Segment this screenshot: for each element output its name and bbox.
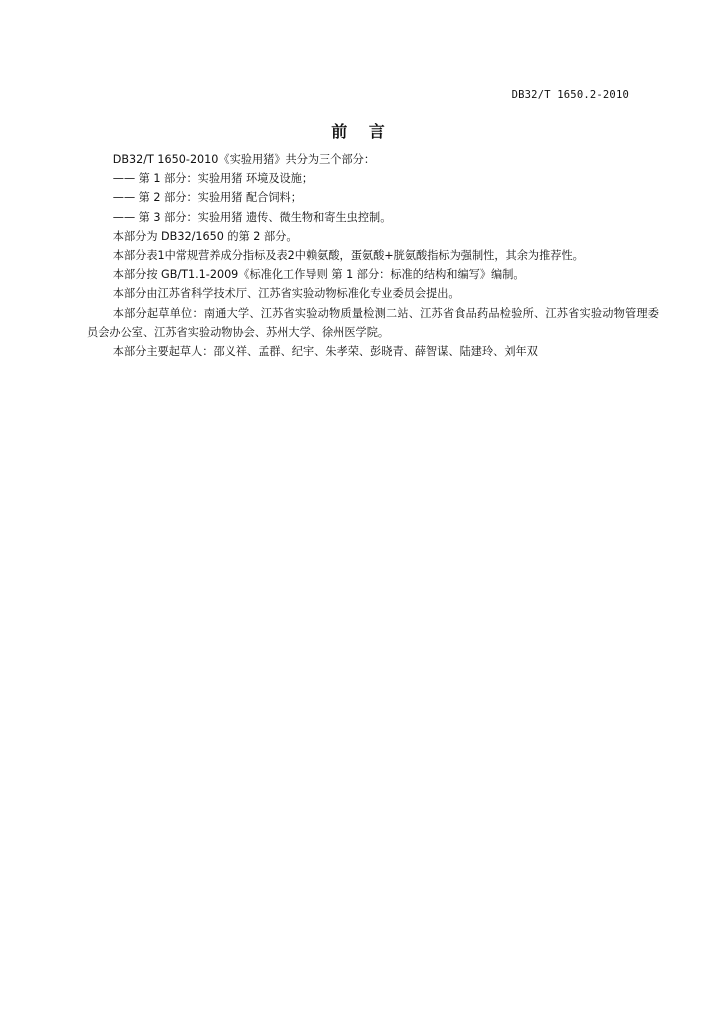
paragraph-drafting-rules: 本部分按 GB/T1.1-2009《标准化工作导则 第 1 部分：标准的结构和编写》编制。 (112, 268, 525, 282)
paragraph-part-2: —— 第 2 部分：实验用猪 配合饲料； (112, 191, 302, 205)
paragraph-this-part: 本部分为 DB32/1650 的第 2 部分。 (112, 229, 298, 243)
paragraph-part-1: —— 第 1 部分：实验用猪 环境及设施； (112, 172, 314, 186)
page-title: 前 言 (331, 122, 393, 141)
paragraph-part-3: —— 第 3 部分：实验用猪 遗传、微生物和寄生虫控制。 (112, 210, 392, 224)
paragraph-mandatory-indicators: 本部分表1中常规营养成分指标及表2中赖氨酸，蛋氨酸+胱氨酸指标为强制性，其余为推荐性。 (112, 249, 584, 263)
document-code: DB32/T 1650.2-2010 (511, 89, 629, 101)
paragraph-parts-intro: DB32/T 1650-2010《实验用猪》共分为三个部分： (112, 153, 376, 166)
foreword-body (87, 150, 659, 361)
paragraph-drafting-units: 本部分起草单位：南通大学、江苏省实验动物质量检测二站、江苏省食品药品检验所、江苏省实验动物管理委员会办公室、江苏省实验动物协会、苏州大学、徐州医学院。 (87, 306, 659, 339)
paragraph-proposed-by: 本部分由江苏省科学技术厅、江苏省实验动物标准化专业委员会提出。 (112, 287, 460, 301)
paragraph-drafters: 本部分主要起草人：邵义祥、孟群、纪宇、朱孝荣、彭晓青、薛智谋、陆建玲、刘年双 (112, 345, 538, 359)
